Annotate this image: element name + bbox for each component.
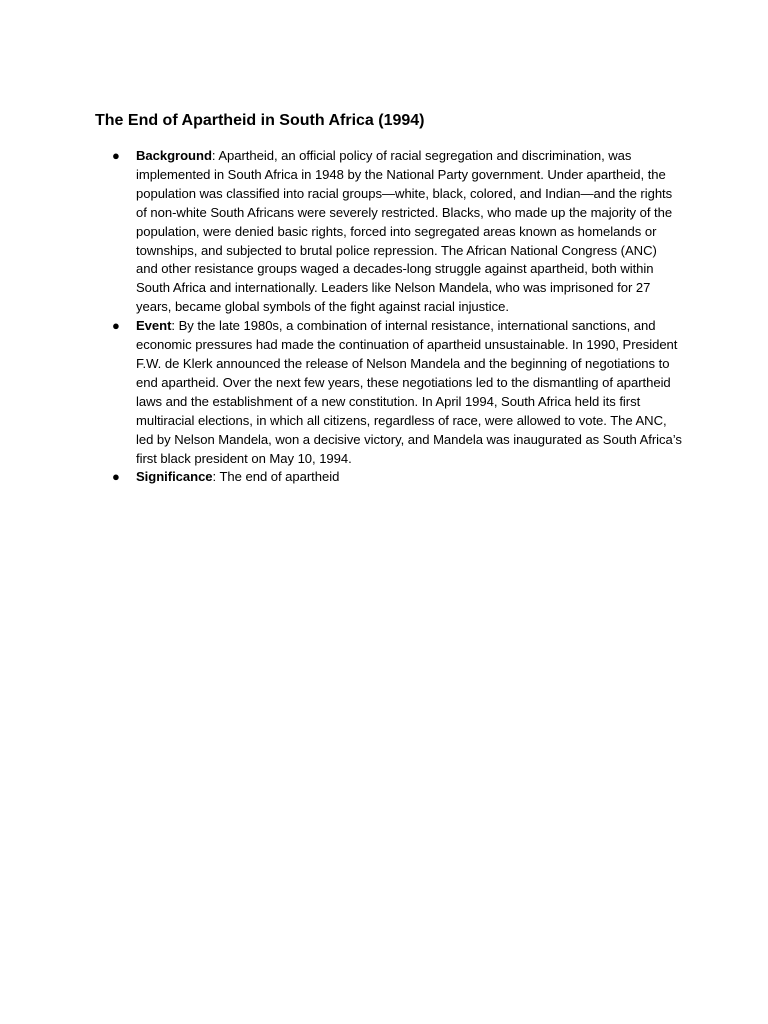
- bullet-text: Apartheid, an official policy of racial segregation and discrimination, was implemented in South Africa in 1948 by the National Party government. Under apartheid, the population was classified into racial groups—white, black, colored, and Indian—and the rights of non-white South Africans were severely restricted. Blacks, who made up the majority of the population, were denied basic rights, forced into segregated areas known as homelands or townships, and subjected to brutal police repression. The African National Congress (ANC) and other resistance groups waged a decades-long struggle against apartheid, both within South Africa and internationally. Leaders like Nelson Mandela, who was imprisoned for 27 years, became global symbols of the fight against racial injustice.: [136, 148, 673, 315]
- bullet-text: By the late 1980s, a combination of internal resistance, international sanctions, and economic pressures had made the continuation of apartheid unsustainable. In 1990, President F.W. de Klerk announced the release of Nelson Mandela and the beginning of negotiations to end apartheid. Over the next few years, these negotiations led to the dismantling of apartheid laws and the establishment of a new constitution. In April 1994, South Africa held its first multiracial elections, in which all citizens, regardless of race, were allowed to vote. The ANC, led by Nelson Mandela, won a decisive victory, and Mandela was inaugurated as South Africa’s first black president on May 10, 1994.: [136, 318, 682, 466]
- bullet-icon: ●: [112, 148, 120, 163]
- bullet-icon: ●: [112, 318, 120, 334]
- bullet-term: Background: [136, 148, 212, 163]
- bullet-item-significance: [112, 468, 682, 487]
- bullet-separator: :: [211, 148, 216, 163]
- bullet-separator: :: [212, 469, 217, 485]
- bullet-icon: ●: [112, 469, 120, 485]
- bullet-term: Significance: [136, 469, 213, 485]
- bullet-separator: :: [171, 318, 175, 334]
- bullet-item-background: [112, 147, 682, 317]
- document-title: The End of Apartheid in South Africa (1994): [95, 112, 425, 129]
- bullet-item-event: [112, 317, 682, 468]
- bullet-text: The end of apartheid: [216, 469, 340, 485]
- bullet-term: Event: [136, 318, 172, 334]
- bullet-list: [112, 147, 682, 487]
